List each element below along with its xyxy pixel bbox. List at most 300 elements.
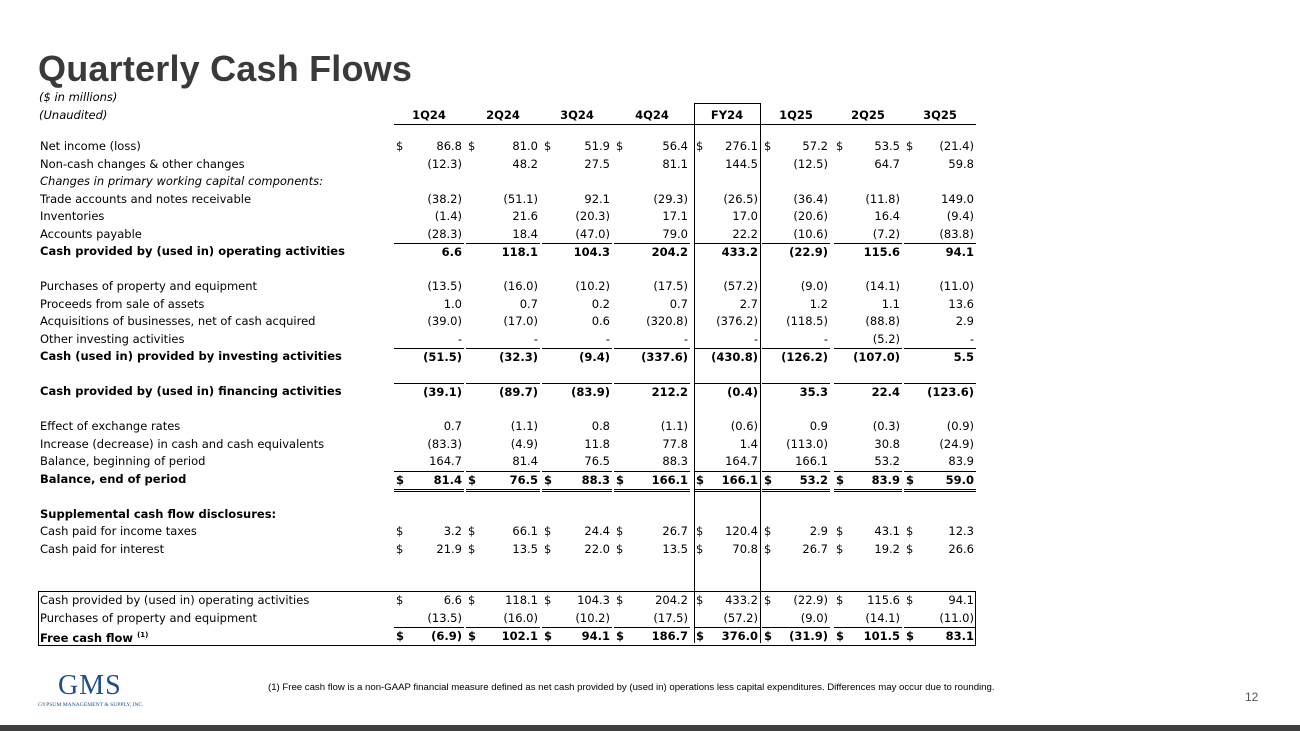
cell-3q24 xyxy=(542,418,612,436)
row-label xyxy=(40,243,345,261)
cell-fy24 xyxy=(694,156,760,174)
cell-3q24 xyxy=(542,156,612,174)
cell-2q25 xyxy=(834,156,902,174)
table-row xyxy=(38,418,976,436)
row-label-text: Proceeds from sale of assets xyxy=(40,296,205,311)
cell-value: 166.1 xyxy=(651,472,688,487)
cell-value: - xyxy=(683,331,688,346)
row-label-text: Acquisitions of businesses, net of cash acquired xyxy=(40,314,316,328)
cell-4q24 xyxy=(614,331,690,349)
cell-1q24 xyxy=(394,348,464,367)
cell-1q25 xyxy=(762,418,830,436)
row-label-text: Effect of exchange rates xyxy=(40,419,181,433)
cell-value: 120.4 xyxy=(725,524,758,538)
cell-2q24 xyxy=(466,383,540,402)
cell-value: (36.4) xyxy=(793,191,828,206)
cell-value: 0.9 xyxy=(809,419,828,433)
currency-symbol: $ xyxy=(396,629,405,643)
cell-value: 101.5 xyxy=(863,629,900,643)
row-label xyxy=(40,348,342,366)
row-label-text: Cash provided by (used in) financing activities xyxy=(40,384,342,398)
cell-3q24 xyxy=(542,191,612,209)
cell-1q24 xyxy=(394,523,464,541)
cell-value: (0.4) xyxy=(727,385,758,399)
cell-4q24 xyxy=(614,453,690,471)
row-label-text: Cash provided by (used in) operating activities xyxy=(40,593,310,607)
cell-fy24 xyxy=(694,313,760,331)
cell-value: 77.8 xyxy=(662,436,688,451)
cell-value: (83.9) xyxy=(571,385,610,399)
cell-2q25 xyxy=(834,592,902,610)
currency-symbol: $ xyxy=(906,139,914,153)
cell-fy24 xyxy=(694,226,760,244)
cell-2q25 xyxy=(834,208,902,226)
row-label-text: Inventories xyxy=(40,209,105,223)
cell-4q24 xyxy=(614,348,690,367)
row-label-text: Balance, end of period xyxy=(40,471,187,486)
row-label-text: Other investing activities xyxy=(40,331,185,346)
cell-value: (376.2) xyxy=(716,314,758,328)
cell-value: (83.8) xyxy=(939,226,974,241)
currency-symbol: $ xyxy=(764,593,772,607)
table-row xyxy=(38,453,976,471)
cell-value: 376.0 xyxy=(721,629,758,643)
currency-symbol: $ xyxy=(616,472,625,487)
cell-value: 18.4 xyxy=(512,226,538,241)
cell-value: (0.6) xyxy=(730,419,758,433)
cell-2q25 xyxy=(834,541,902,559)
cell-4q24 xyxy=(614,296,690,314)
cell-value: 17.0 xyxy=(732,209,758,223)
cell-fy24 xyxy=(694,436,760,454)
cell-2q24 xyxy=(466,296,540,314)
cell-value: - xyxy=(605,331,610,346)
row-label xyxy=(40,610,257,628)
cell-value: 53.2 xyxy=(874,454,900,468)
cell-2q25 xyxy=(834,348,902,367)
cell-value: 81.0 xyxy=(512,139,538,153)
cell-value: (89.7) xyxy=(499,385,538,399)
cell-1q24 xyxy=(394,453,464,471)
cell-value: 433.2 xyxy=(725,593,758,607)
cell-2q25 xyxy=(834,226,902,244)
cell-3q25 xyxy=(904,592,976,610)
cell-value: 276.1 xyxy=(725,139,758,153)
cell-3q24 xyxy=(542,331,612,349)
cell-value: 83.9 xyxy=(948,454,974,468)
cell-3q24 xyxy=(542,226,612,244)
currency-symbol: $ xyxy=(764,472,773,487)
row-label-text: Accounts payable xyxy=(40,226,142,241)
cell-value: 21.6 xyxy=(512,209,538,223)
cell-value: (14.1) xyxy=(865,610,900,625)
cell-2q25 xyxy=(834,138,902,156)
row-label xyxy=(40,296,204,314)
column-header-2q24: 2Q24 xyxy=(486,108,520,122)
cell-value: 59.8 xyxy=(948,156,974,171)
cell-value: 81.4 xyxy=(433,472,462,487)
cell-1q24 xyxy=(394,610,464,628)
currency-symbol: $ xyxy=(544,593,552,607)
spacer-row xyxy=(38,401,976,419)
cell-value: 83.1 xyxy=(945,629,974,643)
cell-4q24 xyxy=(614,541,690,559)
logo-text: GMS xyxy=(58,670,122,701)
cell-2q25 xyxy=(834,383,902,402)
cell-1q24 xyxy=(394,296,464,314)
cell-value: - xyxy=(753,331,758,346)
cell-value: (39.0) xyxy=(427,314,462,328)
currency-symbol: $ xyxy=(696,593,704,607)
cell-value: - xyxy=(533,331,538,346)
cell-2q24 xyxy=(466,243,540,262)
cell-3q24 xyxy=(542,592,612,610)
cell-value: (51.1) xyxy=(503,191,538,206)
cell-1q25 xyxy=(762,138,830,156)
cell-value: 88.3 xyxy=(581,472,610,487)
cell-2q24 xyxy=(466,523,540,541)
currency-symbol: $ xyxy=(468,524,476,538)
cell-value: 83.9 xyxy=(871,472,900,487)
table-row xyxy=(38,156,976,174)
cell-3q25 xyxy=(904,138,976,156)
cell-value: 86.8 xyxy=(436,139,462,153)
cell-value: (9.0) xyxy=(800,279,828,293)
cell-value: 12.3 xyxy=(948,524,974,538)
cell-value: 0.2 xyxy=(591,296,610,311)
cell-2q25 xyxy=(834,191,902,209)
cell-value: 21.9 xyxy=(436,541,462,556)
cell-value: 94.1 xyxy=(945,245,974,259)
row-label xyxy=(40,331,184,349)
row-label xyxy=(40,506,276,524)
column-header-3q25: 3Q25 xyxy=(923,108,957,122)
cell-value: 76.5 xyxy=(584,454,610,468)
cell-fy24 xyxy=(694,627,760,646)
cell-value: 0.6 xyxy=(591,314,610,328)
cell-1q25 xyxy=(762,296,830,314)
cell-2q25 xyxy=(834,313,902,331)
currency-symbol: $ xyxy=(836,541,844,556)
cell-2q25 xyxy=(834,296,902,314)
cell-fy24 xyxy=(694,138,760,156)
cell-value: (123.6) xyxy=(927,385,974,399)
cell-fy24 xyxy=(694,331,760,349)
cell-fy24 xyxy=(694,208,760,226)
cell-value: (51.5) xyxy=(423,350,462,364)
cell-2q24 xyxy=(466,453,540,471)
cell-value: 35.3 xyxy=(799,385,828,399)
cell-value: (22.9) xyxy=(793,593,828,607)
cell-value: (88.8) xyxy=(865,314,900,328)
currency-symbol: $ xyxy=(544,472,553,487)
spacer-row xyxy=(38,366,976,384)
cell-2q25 xyxy=(834,243,902,262)
column-header-3q24: 3Q24 xyxy=(560,108,594,122)
cell-value: (13.5) xyxy=(427,279,462,293)
table-row xyxy=(38,208,976,226)
cell-1q25 xyxy=(762,592,830,610)
currency-symbol: $ xyxy=(396,139,404,153)
currency-symbol: $ xyxy=(396,472,405,487)
cell-3q25 xyxy=(904,313,976,331)
cell-value: (0.9) xyxy=(946,419,974,433)
row-label xyxy=(40,453,205,471)
cell-value: (39.1) xyxy=(423,385,462,399)
cell-3q24 xyxy=(542,208,612,226)
currency-symbol: $ xyxy=(468,629,477,643)
cell-value: 92.1 xyxy=(584,191,610,206)
currency-symbol: $ xyxy=(696,139,704,153)
currency-symbol: $ xyxy=(616,139,624,153)
cell-3q25 xyxy=(904,453,976,471)
row-label-text: Free cash flow xyxy=(40,630,134,645)
cell-value: 1.2 xyxy=(809,296,828,311)
logo-subtext: GYPSUM MANAGEMENT & SUPPLY, INC. xyxy=(38,702,144,708)
cell-1q24 xyxy=(394,313,464,331)
cell-3q25 xyxy=(904,348,976,367)
cell-4q24 xyxy=(614,226,690,244)
cell-value: 64.7 xyxy=(874,156,900,171)
cell-3q24 xyxy=(542,313,612,331)
cell-value: (16.0) xyxy=(503,610,538,625)
cell-value: 13.5 xyxy=(512,541,538,556)
cell-fy24 xyxy=(694,610,760,628)
column-header-1q24: 1Q24 xyxy=(412,108,446,122)
cell-1q24 xyxy=(394,243,464,262)
cell-value: 16.4 xyxy=(874,209,900,223)
cell-2q24 xyxy=(466,138,540,156)
cell-value: 76.5 xyxy=(509,472,538,487)
cell-1q25 xyxy=(762,313,830,331)
row-label-text: Increase (decrease) in cash and cash equivalents xyxy=(40,436,325,451)
column-header-4q24: 4Q24 xyxy=(635,108,669,122)
cell-value: (11.0) xyxy=(939,610,974,625)
column-header-2q25: 2Q25 xyxy=(851,108,885,122)
cell-value: 144.5 xyxy=(725,156,758,171)
currency-symbol: $ xyxy=(836,629,845,643)
cell-value: 66.1 xyxy=(512,524,538,538)
currency-symbol: $ xyxy=(616,593,624,607)
cell-value: (1.4) xyxy=(434,209,462,223)
cell-value: (9.4) xyxy=(579,350,610,364)
row-label-text: Net income (loss) xyxy=(40,139,141,153)
cell-value: (12.5) xyxy=(793,156,828,171)
cell-2q25 xyxy=(834,453,902,471)
cell-2q24 xyxy=(466,226,540,244)
cell-1q24 xyxy=(394,208,464,226)
cell-value: 88.3 xyxy=(662,454,688,468)
cell-value: 79.0 xyxy=(662,226,688,241)
cell-1q24 xyxy=(394,156,464,174)
currency-symbol: $ xyxy=(696,541,704,556)
cell-4q24 xyxy=(614,418,690,436)
cell-value: (107.0) xyxy=(853,350,900,364)
cell-1q24 xyxy=(394,592,464,610)
table-row xyxy=(38,313,976,331)
cell-value: 22.4 xyxy=(871,385,900,399)
table-row xyxy=(38,278,976,296)
cell-fy24 xyxy=(694,541,760,559)
cell-2q24 xyxy=(466,191,540,209)
cell-3q25 xyxy=(904,383,976,402)
cell-value: 166.1 xyxy=(721,472,758,487)
cell-value: 27.5 xyxy=(584,156,610,171)
cell-value: 166.1 xyxy=(795,454,828,468)
cash-flow-table xyxy=(38,138,976,558)
cell-value: 94.1 xyxy=(948,593,974,607)
spacer-row xyxy=(38,261,976,279)
cell-3q25 xyxy=(904,331,976,349)
bottom-bar xyxy=(0,725,1300,731)
header-divider xyxy=(394,124,976,125)
cell-1q25 xyxy=(762,627,830,646)
cell-value: (7.2) xyxy=(872,226,900,241)
cell-value: 59.0 xyxy=(945,472,974,487)
table-row xyxy=(38,383,976,401)
cell-value: (6.9) xyxy=(431,629,462,643)
row-label xyxy=(40,226,142,244)
cell-2q25 xyxy=(834,418,902,436)
row-label xyxy=(40,418,180,436)
cell-value: (337.6) xyxy=(641,350,688,364)
footnote: (1) Free cash flow is a non-GAAP financial measure defined as net cash provided by (used in) operations less capital expenditures. Differences may occur due to rounding. xyxy=(268,682,995,693)
cell-value: (26.5) xyxy=(723,191,758,206)
currency-symbol: $ xyxy=(836,472,845,487)
currency-symbol: $ xyxy=(468,541,476,556)
cell-value: - xyxy=(969,331,974,346)
cell-1q25 xyxy=(762,610,830,628)
cell-value: (0.3) xyxy=(872,419,900,433)
cell-4q24 xyxy=(614,523,690,541)
cell-4q24 xyxy=(614,627,690,646)
cell-value: (31.9) xyxy=(789,629,828,643)
row-label-text: Non-cash changes & other changes xyxy=(40,156,245,171)
cell-4q24 xyxy=(614,383,690,402)
cell-1q25 xyxy=(762,453,830,471)
currency-symbol: $ xyxy=(906,629,915,643)
cell-value: (10.2) xyxy=(575,610,610,625)
cell-fy24 xyxy=(694,348,760,367)
cell-2q24 xyxy=(466,348,540,367)
cell-3q25 xyxy=(904,156,976,174)
cell-1q24 xyxy=(394,541,464,559)
cell-value: (83.3) xyxy=(427,436,462,451)
row-label xyxy=(40,471,186,489)
cell-value: 30.8 xyxy=(874,436,900,451)
row-label xyxy=(40,523,197,541)
cell-2q24 xyxy=(466,208,540,226)
cell-3q25 xyxy=(904,523,976,541)
currency-symbol: $ xyxy=(906,593,914,607)
cell-value: 204.2 xyxy=(655,593,688,607)
row-label-text: Trade accounts and notes receivable xyxy=(40,191,252,206)
cell-4q24 xyxy=(614,610,690,628)
cell-value: 94.1 xyxy=(581,629,610,643)
cell-value: 22.2 xyxy=(732,226,758,241)
cell-2q24 xyxy=(466,627,540,646)
row-label xyxy=(40,138,141,156)
cell-value: 57.2 xyxy=(802,139,828,153)
currency-symbol: $ xyxy=(836,593,844,607)
cell-2q25 xyxy=(834,278,902,296)
cell-value: (17.5) xyxy=(653,610,688,625)
row-label xyxy=(40,383,342,401)
cell-value: 164.7 xyxy=(429,454,462,468)
cell-fy24 xyxy=(694,523,760,541)
cell-value: (126.2) xyxy=(781,350,828,364)
table-row xyxy=(38,506,976,524)
cell-value: (21.4) xyxy=(939,139,974,153)
column-header-1q25: 1Q25 xyxy=(779,108,813,122)
cell-2q25 xyxy=(834,610,902,628)
cell-1q25 xyxy=(762,278,830,296)
cell-1q25 xyxy=(762,436,830,454)
currency-symbol: $ xyxy=(468,472,477,487)
currency-symbol: $ xyxy=(396,593,404,607)
cell-value: 149.0 xyxy=(941,191,974,206)
page-title: Quarterly Cash Flows xyxy=(38,48,413,89)
cell-value: (5.2) xyxy=(872,331,900,346)
cell-value: (11.8) xyxy=(865,191,900,206)
cell-3q24 xyxy=(542,610,612,628)
cell-3q24 xyxy=(542,296,612,314)
cell-2q25 xyxy=(834,627,902,646)
cell-value: 5.5 xyxy=(953,350,974,364)
cell-value: 2.9 xyxy=(955,314,974,328)
cell-value: 115.6 xyxy=(863,245,900,259)
cell-value: 19.2 xyxy=(874,541,900,556)
cell-1q25 xyxy=(762,208,830,226)
currency-symbol: $ xyxy=(616,629,625,643)
cell-value: 2.7 xyxy=(739,296,758,311)
cell-value: 48.2 xyxy=(512,156,538,171)
currency-symbol: $ xyxy=(906,524,914,538)
table-row xyxy=(38,348,976,366)
cell-value: 53.2 xyxy=(799,472,828,487)
cell-value: 1.1 xyxy=(881,296,900,311)
cell-4q24 xyxy=(614,156,690,174)
cell-2q24 xyxy=(466,331,540,349)
cell-value: (17.5) xyxy=(653,279,688,293)
cell-value: (10.2) xyxy=(575,279,610,293)
cell-value: 70.8 xyxy=(732,541,758,556)
cell-value: 26.6 xyxy=(948,541,974,556)
table-row xyxy=(38,523,976,541)
cell-1q25 xyxy=(762,156,830,174)
cell-fy24 xyxy=(694,592,760,610)
table-row xyxy=(38,296,976,314)
cell-2q24 xyxy=(466,541,540,559)
cell-value: 0.7 xyxy=(519,296,538,311)
column-header-fy24: FY24 xyxy=(710,108,744,122)
cell-1q24 xyxy=(394,191,464,209)
cell-3q25 xyxy=(904,610,976,628)
cell-fy24 xyxy=(694,243,760,262)
cell-value: (10.6) xyxy=(793,226,828,241)
cell-value: (32.3) xyxy=(499,350,538,364)
table-row xyxy=(38,243,976,261)
cell-3q24 xyxy=(542,138,612,156)
currency-symbol: $ xyxy=(696,472,705,487)
cell-value: 102.1 xyxy=(501,629,538,643)
row-label xyxy=(40,156,245,174)
cell-2q24 xyxy=(466,592,540,610)
cell-1q24 xyxy=(394,138,464,156)
cell-2q24 xyxy=(466,313,540,331)
cell-1q25 xyxy=(762,226,830,244)
cell-value: 115.6 xyxy=(867,593,900,607)
